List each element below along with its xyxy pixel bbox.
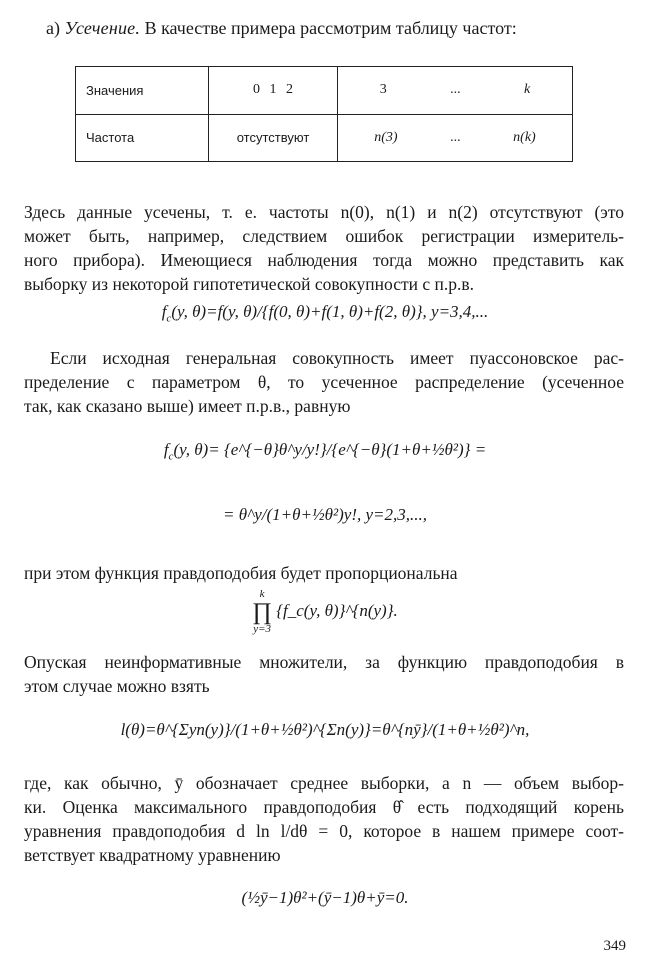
text-line: так, как сказано выше) имеет п.р.в., равную [24,396,351,416]
formula-text: {e^{−θ}θ^y/y!}/{e^{−θ}(1+θ+½θ²)} = [223,440,487,459]
formula-product [0,588,650,636]
text-line: где, как обычно, ȳ обозначает среднее выборки, а n — объем выбор- [24,773,624,793]
text-line: Если исходная генеральная совокупность имеет пуассоновское рас- [50,348,624,368]
text-line: пределение с параметром θ, то усеченное распределение (усеченное [24,372,624,392]
formula-likelihood [0,720,650,740]
text-line: Опуская неинформативные множители, за функцию правдоподобия в [24,652,624,672]
text-line: Здесь данные усечены, т. е. частоты n(0), n(1) и n(2) отсутствуют (это [24,202,624,222]
table-value: k [524,82,531,98]
formula-poisson-truncated: $f_c(y$, θ)= {e^{−θ}θ^y/y!}/{e^{−θ}(1+θ+½θ²)} = [163,440,487,463]
formula-poisson-result [0,505,650,525]
table-cell [338,67,573,115]
section-heading: а) Усечение. В качестве примера рассмотрим таблицу частот: [46,18,517,38]
formula-text: {f_c(y, θ)}^{n(y)}. [276,600,398,620]
text-line: ки. Оценка максимального правдоподобия θ̂ есть подходящий корень [24,797,624,817]
product-upper-limit: k [259,588,265,600]
table-row [76,114,573,162]
formula-truncated-density: $f_c(y$, θ)=f(y, θ)/{f(0, θ)+f(1, θ)+f(2, θ)}, y=3,4,... [161,302,489,325]
table-value: 3 [379,82,387,98]
text-line: этом случае можно взять [24,676,210,696]
table-cell: Частота [76,114,209,162]
text-line: уравнения правдоподобия d ln l/dθ = 0, которое в нашем примере соот- [24,821,624,841]
table-row [76,67,573,115]
formula-text: (½ȳ−1)θ²+(ȳ−1)θ+ȳ=0. [241,888,409,907]
text-line: выборку из некоторой гипотетической совокупности с п.р.в. [24,274,474,294]
text-line: ветствует квадратному уравнению [24,845,281,865]
table-value: ... [450,129,461,145]
table-value: ... [450,82,461,98]
product-lower-limit: y=3 [253,623,271,635]
text-line: при этом функция правдоподобия будет пропорциональна [24,563,458,583]
table-cell: отсутствуют [209,114,338,162]
formula-text: f(y, θ)/{f(0, θ)+f(1, θ)+f(2, θ)}, y=3,4,... [217,302,489,321]
text-line: может быть, например, следствием ошибок регистрации измеритель- [24,226,624,246]
text-line: ного прибора). Имеющиеся наблюдения тогда можно представить как [24,250,624,270]
formula-text: l(θ)=θ^{Σyn(y)}/(1+θ+½θ²)^{Σn(y)}=θ^{nȳ}/(1+θ+½θ²)^n, [120,720,530,739]
page-number: 349 [603,938,626,954]
product-symbol: k ∏ y=3 [252,588,272,635]
table-cell [338,114,573,162]
frequency-table [75,66,573,162]
formula-text: = θ^y/(1+θ+½θ²)y!, y=2,3,..., [222,505,428,524]
table-cell: 0 1 2 [209,67,338,115]
table-value: n(3) [374,129,398,145]
table-value: n(k) [513,129,536,145]
table-cell: Значения [76,67,209,115]
formula-quadratic [0,888,650,908]
